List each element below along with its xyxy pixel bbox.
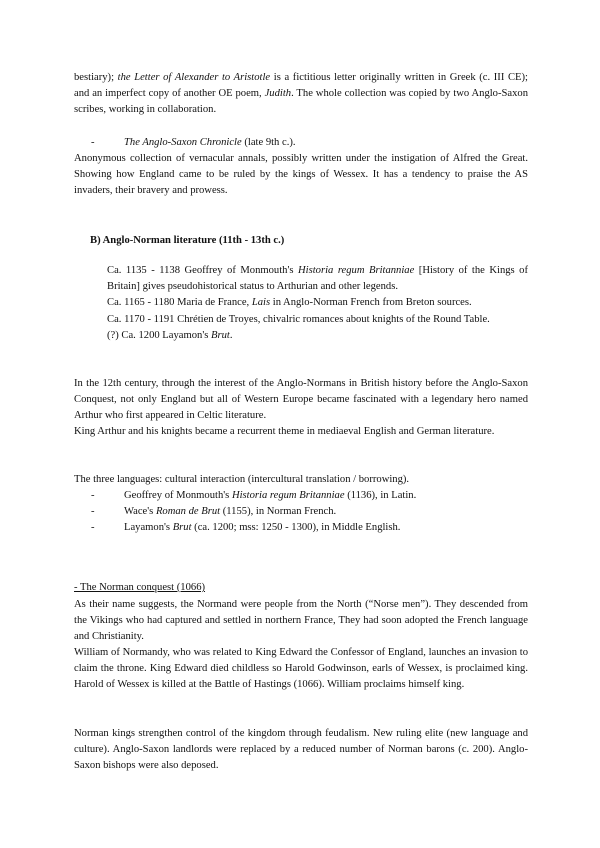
sources-list: [74, 488, 528, 537]
dash-bullet: -: [91, 522, 95, 534]
text-run: Historia regum Britanniae: [231, 490, 345, 501]
text-run: in Anglo-Norman French from Breton sources.: [270, 297, 472, 309]
text-run: is a fictitious letter originally written in Greek (c. III CE); and an imperfect copy of another OE poem,: [74, 72, 528, 100]
text-run: Brut: [211, 329, 230, 341]
list-item: [107, 263, 528, 295]
text-run: (1155), in Norman French.: [220, 506, 337, 518]
text-run: Ca. 1170 - 1191 Chrétien de Troyes, chivalric romances about knights of the Round Table.: [107, 313, 490, 325]
norman-paragraph-1: As their name suggests, the Normand were people from the North (“Norse men”). They descended from the Vikings who had captured and settled in northern France, They had soon adopted the French language and Christianity.: [74, 599, 528, 643]
text-run: Roman de Brut: [155, 506, 221, 518]
list-item: [74, 488, 528, 504]
text-run: Brut: [172, 522, 192, 534]
three-languages-line: The three languages: cultural interaction (intercultural translation / borrowing).: [74, 474, 410, 485]
text-run: Layamon's: [124, 522, 173, 534]
source-text: [124, 506, 336, 517]
text-run: Wace's: [124, 506, 156, 518]
dash-bullet: -: [91, 490, 95, 501]
text-run: bestiary);: [74, 72, 118, 83]
text-run: Historia regum Britanniae: [298, 265, 415, 276]
source-text: [124, 490, 416, 501]
text-run: [History of the Kings of Britain] gives pseudohistorical status to Arthurian and other legends.: [107, 265, 529, 293]
norman-conquest-heading: - The Norman conquest (1066): [74, 582, 206, 593]
list-item: [74, 520, 528, 536]
norman-paragraph-3: Norman kings strengthen control of the kingdom through feudalism. New ruling elite (new language and culture). Anglo-Saxon landlords were replaced by a reduced number of Norman barons (c. 200). Anglo-Saxon bishops were also deposed.: [74, 728, 528, 772]
arthur-paragraph: In the 12th century, through the interest of the Anglo-Normans in British history before the Anglo-Saxon Conquest, not only England but all of Western Europe became fascinated with a legendary hero named Arthur who first appeared in Celtic literature.: [74, 378, 528, 422]
list-item: [107, 328, 528, 344]
text-run: Ca. 1165 - 1180 Maria de France,: [107, 297, 252, 309]
text-run: Judith: [264, 88, 292, 100]
dash-bullet: -: [91, 506, 95, 518]
list-item: [107, 295, 528, 311]
text-run: Geoffrey of Monmouth's: [124, 490, 232, 501]
norman-paragraph-2: William of Normandy, who was related to King Edward the Confessor of England, launches an invasion to claim the throne. King Edward died childless so Harold Godwinson, earls of Wessex, is proclaimed king. Harold of Wessex is killed at the Battle of Hastings (1066). William proclaims himself king.: [74, 647, 528, 691]
chronicle-title: The Anglo-Saxon Chronicle: [124, 137, 242, 148]
text-run: . The whole collection was copied by two Anglo-Saxon scribes, working in collaboration.: [74, 88, 528, 116]
arthur-theme-paragraph: King Arthur and his knights became a recurrent theme in mediaeval English and German literature.: [74, 426, 495, 437]
text-run: Ca. 1135 - 1138 Geoffrey of Monmouth's: [107, 265, 298, 276]
rich-text: [74, 72, 528, 115]
text-run: (1136), in Latin.: [344, 490, 417, 501]
chronicle-description: Anonymous collection of vernacular annals, possibly written under the instigation of Alfred the Great. Showing how England came to be ruled by the kings of Wessex. It has a tendency to praise the AS invaders, their bravery and prowess.: [74, 153, 528, 197]
text-run: .: [229, 329, 233, 341]
chronicle-date: (late 9th c.).: [241, 137, 296, 148]
text-run: the Letter of Alexander to Aristotle: [117, 72, 271, 83]
anglo-norman-list: [107, 263, 528, 344]
intro-paragraph: [74, 70, 528, 119]
list-item: [74, 504, 528, 520]
source-text: [124, 522, 400, 533]
text-run: (ca. 1200; mss: 1250 - 1300), in Middle English.: [191, 522, 401, 534]
text-run: Lais: [251, 297, 271, 309]
section-b-heading: B) Anglo-Norman literature (11th - 13th c.): [90, 235, 285, 246]
text-run: (?) Ca. 1200 Layamon's: [107, 329, 211, 341]
dash-bullet: -: [91, 137, 95, 148]
list-item: [107, 312, 528, 328]
chronicle-item: [74, 135, 528, 151]
